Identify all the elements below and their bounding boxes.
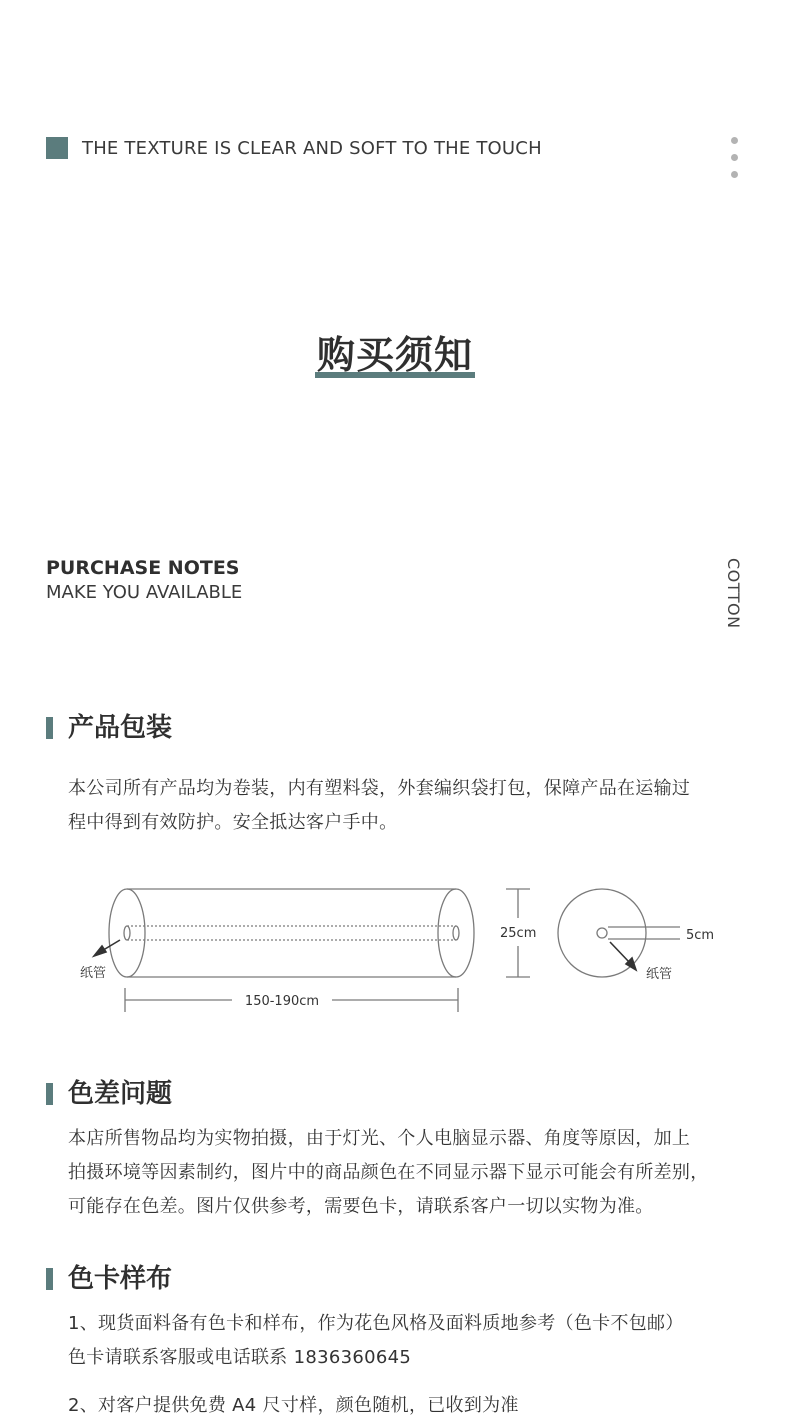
header-tagline: THE TEXTURE IS CLEAR AND SOFT TO THE TOUCH (82, 138, 542, 159)
text-line: 1、现货面料备有色卡和样布，作为花色风格及面料质地参考（色卡不包邮） (68, 1313, 684, 1334)
section-bar-color-difference (46, 1083, 53, 1105)
page-title (315, 330, 475, 380)
left-tube-arrowhead (94, 946, 106, 956)
tube-label-right: 纸管 (646, 967, 673, 982)
roll-left-end (109, 889, 145, 977)
length-label: 150-190cm (244, 994, 320, 1009)
text-line: 2、对客户提供免费 A4 尺寸样，颜色随机，已收到为准 (68, 1395, 519, 1416)
text-line: 拍摄环境等因素制约，图片中的商品颜色在不同显示器下显示可能会有所差别， (68, 1162, 709, 1183)
right-tube-arrow (610, 942, 630, 963)
section-text-color-card (68, 1307, 748, 1423)
diameter-label: 25cm (500, 926, 537, 941)
text-line: 本公司所有产品均为卷装，内有塑料袋，外套编织袋打包，保障产品在运输过 (68, 778, 691, 799)
text-line: 色卡请联系客服或电话联系 1836360645 (68, 1347, 412, 1368)
section-title-color-card: 色卡样布 (68, 1264, 173, 1294)
tube-label-left: 纸管 (80, 966, 107, 981)
cotton-side-label (723, 558, 747, 628)
cross-section-core (597, 928, 607, 938)
cotton-side-label-text: COTTON (724, 558, 743, 629)
core-left-end (124, 926, 130, 940)
purchase-notes-subheading: MAKE YOU AVAILABLE (46, 582, 243, 603)
section-bar-color-card (46, 1268, 53, 1290)
section-text-packaging (68, 772, 748, 840)
text-line: 可能存在色差。图片仅供参考，需要色卡，请联系客户一切以实物为准。 (68, 1196, 654, 1217)
core-right-end (453, 926, 459, 940)
text-line: 程中得到有效防护。安全抵达客户手中。 (68, 812, 398, 833)
header-square-marker (46, 137, 68, 159)
text-line: 本店所售物品均为实物拍摄，由于灯光、个人电脑显示器、角度等原因，加上 (68, 1128, 691, 1149)
section-title-color-difference: 色差问题 (68, 1079, 173, 1109)
page-title-text: 购买须知 (316, 333, 473, 377)
core-size-label: 5cm (686, 928, 715, 943)
section-text-color-difference (68, 1122, 768, 1224)
more-dots-icon (731, 137, 739, 188)
roll-size-diagram (60, 870, 740, 1020)
section-bar-packaging (46, 717, 53, 739)
section-title-packaging: 产品包装 (68, 713, 173, 743)
roll-right-end (438, 889, 474, 977)
purchase-notes-heading: PURCHASE NOTES (46, 557, 240, 579)
title-container (0, 330, 790, 380)
